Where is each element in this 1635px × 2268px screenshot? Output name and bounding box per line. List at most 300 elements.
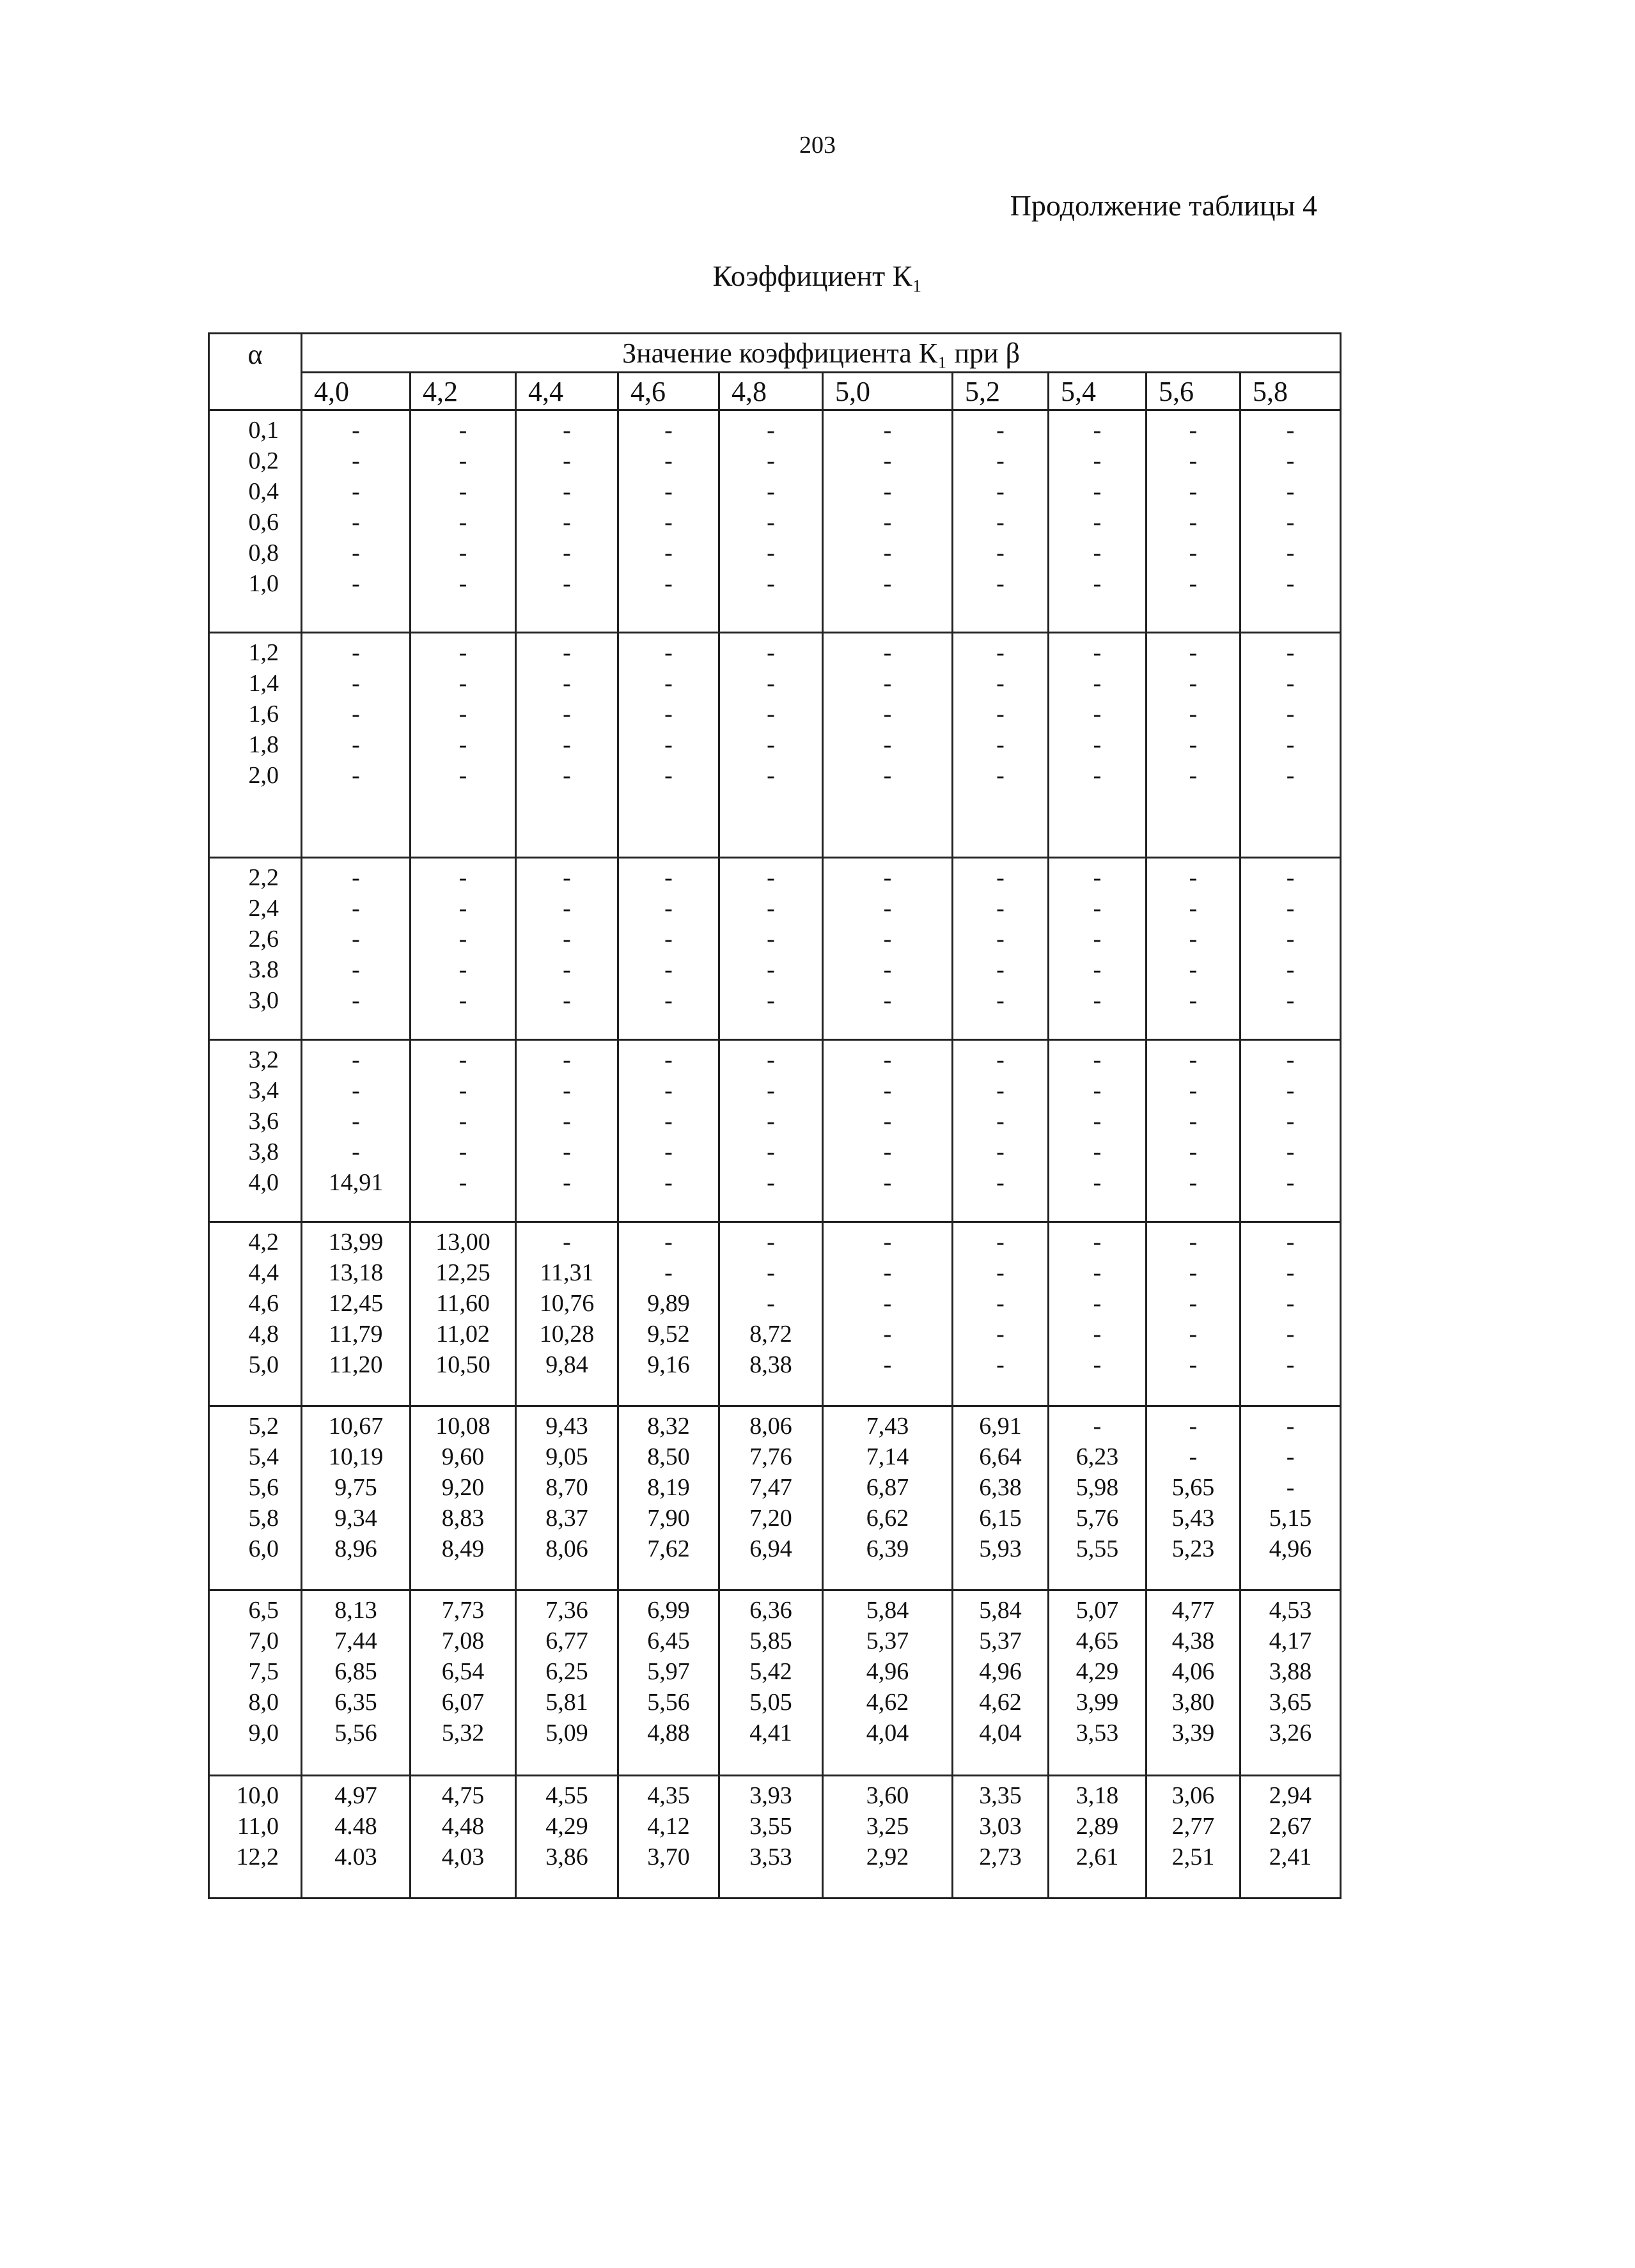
coefficient-value: 6,15 [979,1505,1022,1532]
coefficient-value: 5,56 [647,1689,690,1716]
coefficient-value: - [767,570,775,597]
coefficient-values-cell [1146,1406,1240,1590]
coefficient-value: - [1286,1046,1295,1073]
coefficient-value: - [883,926,892,952]
coefficient-value: - [1189,509,1198,536]
coefficient-value: 7,44 [334,1627,377,1654]
coefficient-value: 4,35 [647,1782,690,1809]
coefficient-value: - [767,509,775,536]
coefficient-value: - [1189,956,1198,983]
coefficient-value: - [458,540,467,566]
coefficient-value: - [883,1169,892,1196]
coefficient-value: - [664,1259,673,1286]
coefficient-value: - [664,570,673,597]
alpha-value: 6,5 [248,1597,279,1624]
coefficient-value: - [458,762,467,789]
coefficient-values-cell [302,1040,411,1222]
coefficient-value: 9,89 [647,1290,690,1317]
coefficient-value: 4,29 [1076,1658,1119,1685]
coefficient-value: 11,31 [540,1259,594,1286]
coefficient-value: - [664,447,673,474]
coefficient-value: 7,14 [866,1443,909,1470]
coefficient-value: - [996,864,1005,891]
coefficient-value: 5,09 [545,1720,588,1746]
coefficient-value: 6,91 [979,1413,1022,1440]
coefficient-value: - [563,731,571,758]
coefficient-value: 9,16 [647,1351,690,1378]
alpha-value: 1,4 [248,670,279,697]
coefficient-value: - [352,570,360,597]
coefficient-value: 4,04 [979,1720,1022,1746]
alpha-value: 8,0 [248,1689,279,1716]
coefficient-value: - [1286,639,1295,666]
coefficient-values-cell [953,1590,1049,1776]
coefficient-value: - [458,1138,467,1165]
coefficient-value: 3,65 [1269,1689,1312,1716]
coefficient-values-cell [1146,1222,1240,1406]
coefficient-value: - [996,1351,1005,1378]
coefficient-value: 8,38 [749,1351,792,1378]
coefficient-values-cell [719,1590,823,1776]
coefficient-value: - [1286,417,1295,444]
coefficient-value: - [1093,701,1102,727]
coefficient-value: 10,19 [328,1443,384,1470]
coefficient-value: 6,38 [979,1474,1022,1501]
coefficient-value: - [1189,417,1198,444]
coefficient-value: - [996,731,1005,758]
coefficient-value: 8,96 [334,1535,377,1562]
coefficient-value: 12,25 [435,1259,490,1286]
coefficient-value: - [664,701,673,727]
coefficient-value: 3,03 [979,1813,1022,1840]
coefficient-values-cell [1240,1040,1341,1222]
coefficient-value: - [767,1046,775,1073]
coefficient-value: - [1286,864,1295,891]
alpha-value: 0,4 [248,478,279,505]
coefficient-value: - [996,570,1005,597]
coefficient-values-cell [302,1222,411,1406]
coefficient-value: - [664,1108,673,1135]
coefficient-values-cell [719,1040,823,1222]
coefficient-value: 14,91 [328,1169,384,1196]
coefficient-values-cell [1146,1590,1240,1776]
coefficient-value: - [883,1138,892,1165]
alpha-value: 1,0 [248,570,279,597]
coefficient-value: 6,23 [1076,1443,1119,1470]
coefficient-value: - [996,1290,1005,1317]
coefficient-value: - [767,1229,775,1255]
coefficient-value: - [767,1169,775,1196]
coefficient-values-cell [823,633,953,858]
coefficient-value: 12,45 [328,1290,384,1317]
coefficient-values-cell [823,410,953,633]
coefficient-value: 5,37 [866,1627,909,1654]
coefficient-value: - [664,670,673,697]
coefficient-value: - [664,926,673,952]
coefficient-value: 8,72 [749,1321,792,1348]
coefficient-values-cell [1049,1406,1146,1590]
coefficient-value: 3,80 [1171,1689,1215,1716]
coefficient-value: 9,75 [334,1474,377,1501]
coefficient-value: - [883,1321,892,1348]
coefficient-value: 6,77 [545,1627,588,1654]
coefficient-value: 6,25 [545,1658,588,1685]
alpha-value: 5,0 [248,1351,279,1378]
coefficient-value: - [883,956,892,983]
coefficient-value: - [458,701,467,727]
coefficient-values-cell [719,410,823,633]
coefficient-value: 8,83 [441,1505,485,1532]
coefficient-value: - [1286,1077,1295,1104]
coefficient-value: 8,06 [749,1413,792,1440]
alpha-value: 3,0 [248,987,279,1014]
coefficient-value: - [352,1046,360,1073]
coefficient-value: - [563,956,571,983]
coefficient-values-cell [618,1040,719,1222]
coefficient-values-cell [618,1590,719,1776]
coefficient-value: - [563,895,571,922]
coefficient-value: - [1189,1077,1198,1104]
table-row-group [209,1590,1341,1776]
coefficient-value: - [883,1077,892,1104]
coefficient-value: - [352,864,360,891]
alpha-value: 5,6 [248,1474,279,1501]
table-continuation-label: Продолжение таблицы 4 [1010,189,1317,222]
coefficient-values-cell [719,858,823,1040]
coefficient-value: 6,64 [979,1443,1022,1470]
coefficient-values-cell [823,1590,953,1776]
coefficient-value: 4,04 [866,1720,909,1746]
coefficient-values-cell [1146,410,1240,633]
coefficient-value: - [458,509,467,536]
coefficient-value: 4,17 [1269,1627,1312,1654]
alpha-values-cell [209,1222,302,1406]
coefficient-value: - [1286,1108,1295,1135]
coefficient-value: - [883,570,892,597]
coefficient-value: - [1286,895,1295,922]
coefficient-value: - [1286,570,1295,597]
coefficient-value: 3,55 [749,1813,792,1840]
coefficient-value: - [1093,1169,1102,1196]
coefficient-value: - [664,509,673,536]
coefficient-values-cell [823,1776,953,1899]
coefficient-value: 4,48 [441,1813,485,1840]
coefficient-values-cell [302,633,411,858]
coefficient-value: - [1286,1138,1295,1165]
coefficient-value: 7,76 [749,1443,792,1470]
coefficient-value: - [664,987,673,1014]
coefficient-value: - [563,1229,571,1255]
coefficient-value: 6,99 [647,1597,690,1624]
coefficient-value: 4,77 [1171,1597,1215,1624]
alpha-values-cell [209,1040,302,1222]
coefficient-value: - [996,1138,1005,1165]
coefficient-value: 8,50 [647,1443,690,1470]
coefficient-values-cell [302,410,411,633]
coefficient-value: - [883,1290,892,1317]
coefficient-value: - [1093,540,1102,566]
coefficient-value: - [664,1229,673,1255]
coefficient-value: - [1286,478,1295,505]
coefficient-value: - [1286,1259,1295,1286]
table-row-group [209,1040,1341,1222]
coefficient-value: - [1189,1229,1198,1255]
coefficient-value: 2,89 [1076,1813,1119,1840]
coefficient-value: 2,94 [1269,1782,1312,1809]
coefficient-values-cell [516,1590,618,1776]
coefficient-value: - [664,1077,673,1104]
coefficient-value: 9,52 [647,1321,690,1348]
coefficient-value: 5,07 [1076,1597,1119,1624]
coefficient-value: - [563,570,571,597]
coefficient-value: - [883,509,892,536]
coefficient-value: - [563,864,571,891]
coefficient-value: - [664,639,673,666]
coefficient-value: - [1093,895,1102,922]
coefficient-value: - [883,731,892,758]
coefficient-value: - [352,1138,360,1165]
coefficient-value: - [1189,670,1198,697]
coefficient-value: 2,92 [866,1844,909,1870]
coefficient-value: 3,35 [979,1782,1022,1809]
coefficient-values-cell [516,1040,618,1222]
coefficient-value: - [883,540,892,566]
coefficient-value: - [664,1138,673,1165]
alpha-value: 4,4 [248,1259,279,1286]
coefficient-value: 4,41 [749,1720,792,1746]
coefficient-value: - [1286,447,1295,474]
alpha-value: 7,0 [248,1627,279,1654]
coefficient-values-cell [1049,1590,1146,1776]
coefficient-values-cell [719,1776,823,1899]
coefficient-values-cell [1240,1776,1341,1899]
coefficient-value: - [996,895,1005,922]
coefficient-value: - [1093,570,1102,597]
alpha-value: 2,2 [248,864,279,891]
coefficient-value: - [1189,926,1198,952]
coefficient-value: 2,51 [1171,1844,1215,1870]
coefficient-value: 7,62 [647,1535,690,1562]
coefficient-value: 10,76 [539,1290,595,1317]
coefficient-value: 5,65 [1171,1474,1215,1501]
coefficient-value: 3,06 [1171,1782,1215,1809]
coefficient-value: 6,35 [334,1689,377,1716]
alpha-value: 12,2 [236,1844,279,1870]
coefficient-value: 13,00 [435,1229,490,1255]
table-row-group [209,1406,1341,1590]
coefficient-value: 8,70 [545,1474,588,1501]
alpha-value: 3,8 [248,1138,279,1165]
coefficient-value: 3,86 [545,1844,588,1870]
coefficient-value: - [1093,1229,1102,1255]
coefficient-value: - [352,987,360,1014]
coefficient-value: 4,96 [1269,1535,1312,1562]
table-row-group [209,633,1341,858]
coefficient-values-cell [411,1590,516,1776]
coefficient-value: - [563,540,571,566]
coefficient-value: 6,62 [866,1505,909,1532]
coefficient-value: 6,36 [749,1597,792,1624]
coefficient-value: - [1189,570,1198,597]
coefficient-value: 3,93 [749,1782,792,1809]
beta-header-cell: 4,4 [516,373,618,410]
coefficient-value: 9,84 [545,1351,588,1378]
coefficient-value: - [352,1108,360,1135]
alpha-value: 4,0 [248,1169,279,1196]
alpha-value: 3,2 [248,1046,279,1073]
coefficient-value: 3,88 [1269,1658,1312,1685]
coefficient-value: - [664,417,673,444]
coefficient-value: 5,84 [979,1597,1022,1624]
coefficient-values-cell [953,1406,1049,1590]
coefficient-value: 5,97 [647,1658,690,1685]
coefficient-value: - [1286,1413,1295,1440]
coefficient-values-cell [1240,410,1341,633]
alpha-value: 6,0 [248,1535,279,1562]
coefficient-value: - [352,639,360,666]
coefficient-value: - [767,478,775,505]
coefficient-value: - [883,1351,892,1378]
coefficient-value: 6,45 [647,1627,690,1654]
coefficient-value: - [352,509,360,536]
coefficient-value: - [1093,762,1102,789]
coefficient-value: - [352,1077,360,1104]
coefficient-value: - [1093,1138,1102,1165]
coefficient-value: - [1189,701,1198,727]
alpha-value: 4,8 [248,1321,279,1348]
coefficient-value: - [883,478,892,505]
coefficient-value: 7,90 [647,1505,690,1532]
coefficient-value: 8,37 [545,1505,588,1532]
coefficient-values-cell [411,410,516,633]
coefficient-value: 13,99 [328,1229,384,1255]
coefficient-value: 6,54 [441,1658,485,1685]
coefficient-value: 5,37 [979,1627,1022,1654]
coefficient-value: - [1189,864,1198,891]
alpha-values-cell [209,858,302,1040]
coefficient-value: - [563,478,571,505]
coefficient-value: - [458,1169,467,1196]
coefficient-values-cell [411,1040,516,1222]
coefficient-value: - [1093,1413,1102,1440]
coefficient-value: - [1286,701,1295,727]
alpha-value: 5,2 [248,1413,279,1440]
coefficient-value: - [1189,1169,1198,1196]
coefficient-value: 11,02 [435,1321,490,1348]
coefficient-value: - [664,895,673,922]
coefficient-value: 10,08 [435,1413,490,1440]
coefficient-value: - [996,478,1005,505]
alpha-value: 3.8 [248,956,279,983]
coefficient-value: - [563,987,571,1014]
coefficient-value: - [996,417,1005,444]
coefficient-values-cell [618,633,719,858]
coefficient-value: - [883,1229,892,1255]
coefficient-value: 5,32 [441,1720,485,1746]
alpha-values-cell [209,1590,302,1776]
coefficient-values-cell [411,858,516,1040]
coefficient-values-cell [618,1406,719,1590]
beta-header-cell: 5,4 [1049,373,1146,410]
coefficient-value: - [996,1108,1005,1135]
coefficient-value: 5,76 [1076,1505,1119,1532]
alpha-value: 0,8 [248,540,279,566]
coefficient-value: - [883,701,892,727]
coefficient-value: - [1286,926,1295,952]
coefficient-value: - [458,1077,467,1104]
coefficient-value: - [1286,1169,1295,1196]
beta-header-cell: 5,8 [1240,373,1341,410]
beta-header-cell: 5,6 [1146,373,1240,410]
coefficient-value: - [996,509,1005,536]
coefficient-value: - [563,1108,571,1135]
coefficient-value: - [996,540,1005,566]
alpha-value: 4,6 [248,1290,279,1317]
coefficient-value: - [883,447,892,474]
coefficient-value: 2,41 [1269,1844,1312,1870]
beta-header-cell: 5,0 [823,373,953,410]
coefficient-value: - [1189,1259,1198,1286]
coefficient-value: - [1093,478,1102,505]
coefficient-value: 4,38 [1171,1627,1215,1654]
coefficient-value: - [996,987,1005,1014]
coefficient-value: - [883,864,892,891]
coefficient-values-cell [516,633,618,858]
coefficient-value: - [767,926,775,952]
coefficient-value: - [1093,1046,1102,1073]
coefficient-value: 6,87 [866,1474,909,1501]
coefficient-value: - [996,1169,1005,1196]
coefficient-value: - [664,540,673,566]
coefficient-value: - [1286,987,1295,1014]
coefficient-values-cell [1146,1776,1240,1899]
coefficient-values-cell [1049,410,1146,633]
coefficient-value: 2,77 [1171,1813,1215,1840]
coefficient-value: - [1286,956,1295,983]
coefficient-value: 4.48 [334,1813,377,1840]
coefficient-value: - [1286,1321,1295,1348]
coefficient-value: - [458,731,467,758]
coefficient-value: - [352,731,360,758]
coefficient-value: - [883,1259,892,1286]
alpha-value: 3,4 [248,1077,279,1104]
coefficient-values-cell [1240,633,1341,858]
coefficient-value: - [1093,864,1102,891]
coefficient-value: - [1189,731,1198,758]
coefficient-value: - [883,1108,892,1135]
coefficient-value: - [996,1077,1005,1104]
coefficient-value: - [458,895,467,922]
coefficient-values-cell [1240,1222,1341,1406]
coefficient-value: - [767,639,775,666]
coefficient-value: - [1286,1351,1295,1378]
coefficient-value: 4,96 [866,1658,909,1685]
coefficient-value: - [664,956,673,983]
coefficient-value: - [563,1138,571,1165]
coefficient-value: - [1093,639,1102,666]
coefficient-values-cell [1049,1776,1146,1899]
table-row-group [209,1776,1341,1899]
coefficient-values-cell [302,1776,411,1899]
coefficient-value: - [1189,1290,1198,1317]
coefficient-value: 7,43 [866,1413,909,1440]
coefficient-values-cell [411,1776,516,1899]
coefficient-value: - [1189,1108,1198,1135]
coefficient-values-cell [516,1222,618,1406]
coefficient-value: 4,62 [979,1689,1022,1716]
coefficient-values-cell [823,858,953,1040]
coefficient-values-cell [1240,858,1341,1040]
